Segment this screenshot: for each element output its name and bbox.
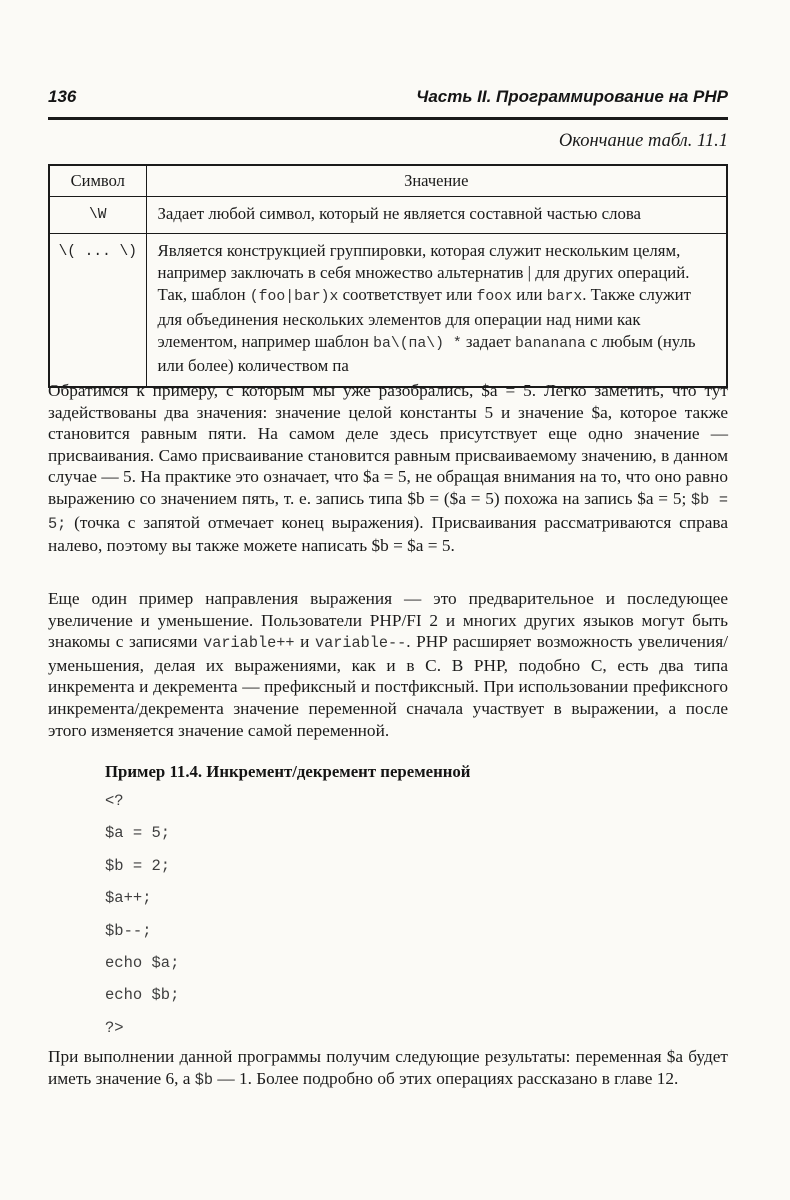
code-listing [105,790,179,1049]
inline-code: foox [476,289,512,306]
inline-code: barx [546,289,583,306]
code-line: $b--; [105,921,152,940]
text-run: — 1. Более подробно об этих операциях рассказано в главе 12. [213,1068,679,1088]
inline-code: bananana [514,335,586,352]
text-run: (точка с запятой отмечает конец выражения). Присваивания рассматриваются справа налево, поэтому вы также можете написать $b = $a = 5. [48,512,728,556]
text-run: соответствует или [338,285,477,305]
paragraph-program-results [48,1046,728,1091]
code-line: $b = 2; [105,856,171,875]
text-run: или [512,285,547,305]
running-header-title: Часть II. Программирование на PHP [416,87,728,106]
running-header-row [48,87,728,107]
inline-code: variable++ [203,634,295,653]
text-run: . PHP расширяет возможность увеличения/уменьшения, делая их выражениями, как и в С. В PHP, подобно С, есть два типа инкремента и декремента — префиксный и постфиксный. При использовании префиксного инкремента/декремента значение переменной сначала участвует в выражении, а после этого изменяется значение самой переменной. [48,632,729,740]
code-line: echo $b; [105,986,180,1005]
page-number: 136 [48,87,77,106]
code-line: $a++; [105,889,152,908]
inline-code: variable-- [314,634,407,653]
code-line: <? [105,792,124,810]
text-run: При выполнении данной программы получим следующие результаты: переменная $a будет иметь значение 6, а [48,1047,728,1088]
table-row [49,196,727,233]
column-header-symbol: Символ [49,165,146,196]
inline-code: ba\(па\) * [373,335,462,352]
example-heading: Пример 11.4. Инкремент/декремент переменной [105,762,471,781]
text-run: задает [461,331,515,351]
header-rule [48,117,728,120]
text-run: Задает любой символ, который не является составной частью слова [157,203,642,223]
inline-code: (foo|bar)x [249,289,339,306]
code-line: ?> [105,1018,124,1037]
text-run: и [294,632,315,652]
value-cell [146,233,727,386]
regex-symbols-table [48,164,728,388]
text-run: с любым (нуль или более) количеством па [157,331,696,376]
inline-code: $b = 5; [48,490,729,533]
code-line: echo $a; [105,953,180,972]
column-header-value: Значение [146,165,727,196]
text-run: Обратимся к примеру, с которым мы уже разобрались, $a = 5. Легко заметить, что тут задействованы два значения: значение целой константы 5 и значение $a, которое также становится равным пяти. На самом деле здесь присутствует еще одно значение — присваивания. Само присваивание становится равным присваиваемому значению, в данном случае — 5. На практике это означает, что $a = 5, не обращая внимания на то, что оно равно выражению со значением пять, т. е. запись типа $b = ($a = 5) похожа на запись $a = 5; [48,381,728,508]
table-caption: Окончание табл. 11.1 [558,131,728,151]
paragraph-assignment-example [48,380,728,557]
symbol-cell: \( ... \) [49,233,146,386]
table-header-row [49,165,727,196]
inline-code: $b [194,1070,214,1089]
value-cell [146,196,727,233]
text-run: . Также служит для объединения нескольких элементов для операции над ними как элементом, например шаблон [157,285,691,351]
code-line: $a = 5; [105,824,171,843]
text-run: Является конструкцией группировки, которая служит нескольким целям, например заключать в себя множество альтернатив | для других операций. Так, шаблон [157,240,690,305]
symbol-cell: \W [49,196,146,233]
paragraph-increment-decrement [48,588,728,741]
text-run: Еще один пример направления выражения — это предварительное и последующее увеличение и уменьшение. Пользователи PHP/FI 2 и многих других языков могут быть знакомы с записями [48,589,728,652]
table-row [49,233,727,386]
